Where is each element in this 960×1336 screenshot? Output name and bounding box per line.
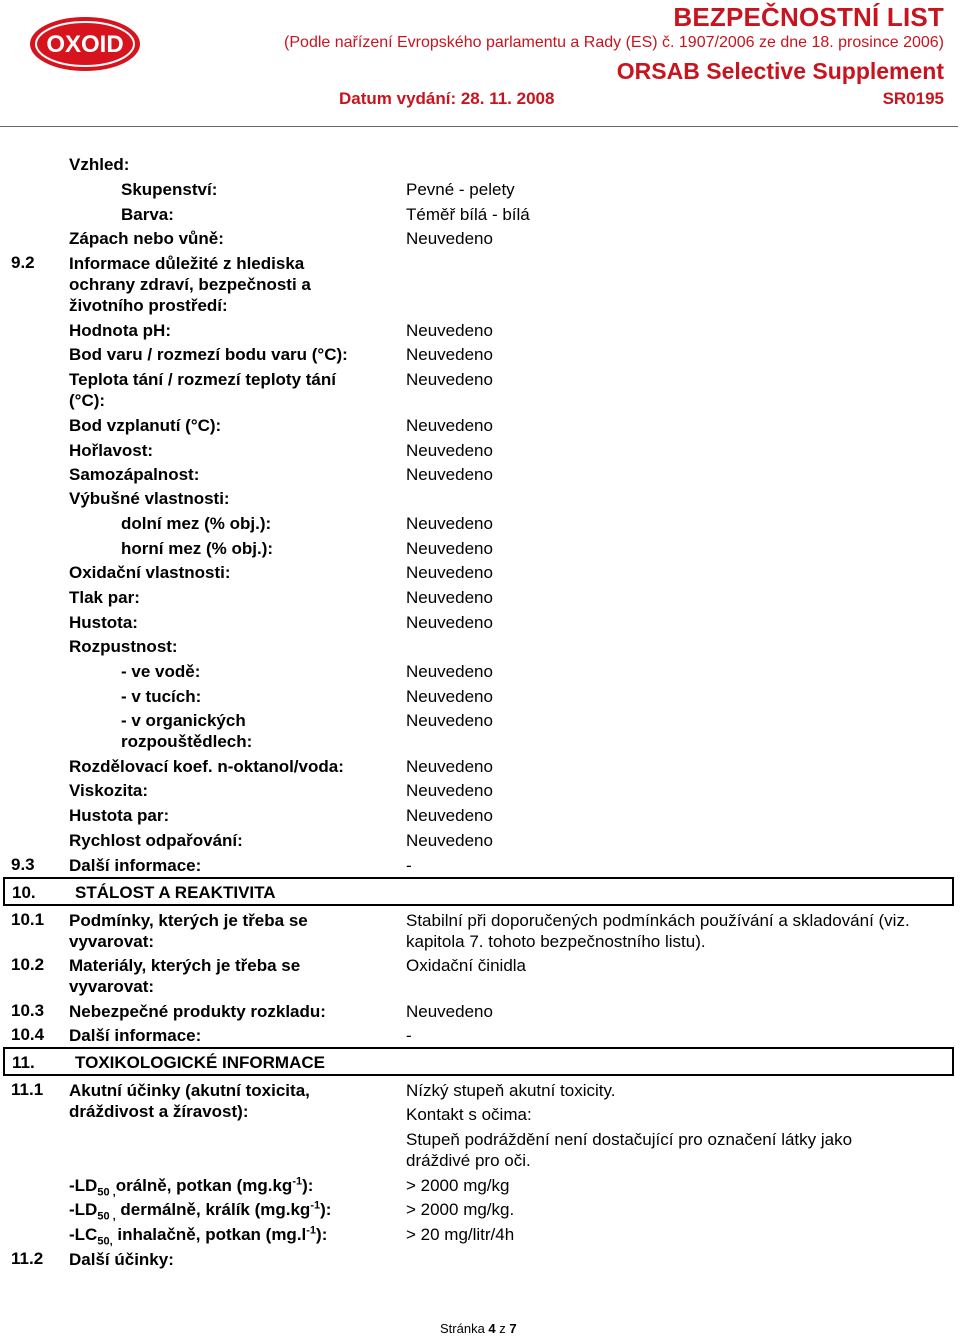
upper-limit-label: horní mez (% obj.): — [121, 539, 274, 558]
ld50-oral-label: $-LD_{50 ,}orá\ln ě$, potkan $(mg.kg^{-1})$: — [69, 1175, 314, 1199]
organic-solubility-label: - v organických rozpouštědlech: — [121, 711, 253, 751]
oxidizing-value: Neuvedeno — [406, 563, 493, 582]
density-label: Hustota: — [69, 613, 138, 632]
explosive-label: Výbušné vlastnosti: — [69, 489, 230, 508]
logo-text: OXOID — [46, 31, 124, 58]
water-solubility-label: - ve vodě: — [121, 662, 201, 681]
lc50-inhalation-label: $-LC_{50,}$ inhalačně, potkan $(mg.l^{-1})$: — [69, 1224, 328, 1248]
section-10-header — [3, 877, 954, 906]
header-divider — [0, 126, 958, 127]
conditions-avoid-value: Stabilní při doporučených podmínkách používání a skladování (viz. kapitola 7. tohoto bezpečnostního listu). — [406, 911, 910, 951]
other-info-label: Další informace: — [69, 856, 202, 875]
upper-limit-value: Neuvedeno — [406, 539, 493, 558]
autoignition-label: Samozápalnost: — [69, 465, 200, 484]
other-effects-label: Další účinky: — [69, 1250, 174, 1269]
section-number: 10.2 — [11, 955, 45, 974]
flash-point-label: Bod vzplanutí (°C): — [69, 416, 222, 435]
fat-solubility-label: - v tucích: — [121, 687, 202, 706]
other-info-value: - — [406, 856, 412, 875]
section-number: 9.2 — [11, 253, 35, 272]
eye-contact-value: Stupeň podráždění není dostačující pro označení látky jako dráždivé pro oči. — [406, 1130, 853, 1170]
melting-value: Neuvedeno — [406, 370, 493, 389]
state-label: Skupenství: — [121, 180, 218, 199]
other-info-value: - — [406, 1026, 412, 1045]
viscosity-label: Viskozita: — [69, 781, 149, 800]
organic-solubility-value: Neuvedeno — [406, 711, 493, 730]
section-number: 10.1 — [11, 910, 45, 929]
lower-limit-label: dolní mez (% obj.): — [121, 514, 272, 533]
vapor-density-label: Hustota par: — [69, 806, 170, 825]
acute-effects-label: Akutní účinky (akutní toxicita, dráždivost a žíravost): — [69, 1081, 310, 1121]
issue-date: Datum vydání: 28. 11. 2008 — [339, 89, 555, 108]
page-number: Stránka 4 z 7 — [440, 1321, 517, 1336]
section-number: 10.4 — [11, 1025, 45, 1044]
section-title: STÁLOST A REAKTIVITA — [75, 883, 276, 902]
materials-avoid-label: Materiály, kterých je třeba se vyvarovat: — [69, 956, 301, 996]
flash-point-value: Neuvedeno — [406, 416, 493, 435]
section-number: 10. — [12, 883, 36, 902]
water-solubility-value: Neuvedeno — [406, 662, 493, 681]
section-number: 9.3 — [11, 855, 35, 874]
subsection-heading: Informace důležité z hlediska ochrany zdraví, bezpečnosti a životního prostředí: — [69, 254, 311, 315]
oxidizing-label: Oxidační vlastnosti: — [69, 563, 231, 582]
viscosity-value: Neuvedeno — [406, 781, 493, 800]
section-number: 11.1 — [11, 1080, 44, 1099]
product-code: SR0195 — [882, 89, 944, 108]
document-title: BEZPEČNOSTNÍ LIST — [673, 2, 944, 32]
flammability-value: Neuvedeno — [406, 441, 493, 460]
materials-avoid-value: Oxidační činidla — [406, 956, 527, 975]
ld50-oral-value: > 2000 mg/kg — [406, 1176, 510, 1195]
autoignition-value: Neuvedeno — [406, 465, 493, 484]
vapor-pressure-label: Tlak par: — [69, 588, 140, 607]
boiling-value: Neuvedeno — [406, 345, 493, 364]
state-value: Pevné - pelety — [406, 180, 515, 199]
flammability-label: Hořlavost: — [69, 441, 154, 460]
fat-solubility-value: Neuvedeno — [406, 687, 493, 706]
other-info-label: Další informace: — [69, 1026, 202, 1045]
odor-label: Zápach nebo vůně: — [69, 229, 224, 248]
odor-value: Neuvedeno — [406, 229, 493, 248]
oxoid-logo — [29, 16, 141, 72]
partition-value: Neuvedeno — [406, 757, 493, 776]
section-title: TOXIKOLOGICKÉ INFORMACE — [75, 1053, 325, 1072]
evaporation-label: Rychlost odpařování: — [69, 831, 243, 850]
evaporation-value: Neuvedeno — [406, 831, 493, 850]
solubility-label: Rozpustnost: — [69, 637, 178, 656]
boiling-label: Bod varu / rozmezí bodu varu (°C): — [69, 345, 348, 364]
section-11-header — [3, 1047, 954, 1076]
lower-limit-value: Neuvedeno — [406, 514, 493, 533]
acute-effects-value: Nízký stupeň akutní toxicity. — [406, 1081, 616, 1100]
section-number: 10.3 — [11, 1001, 45, 1020]
density-value: Neuvedeno — [406, 613, 493, 632]
ph-value: Neuvedeno — [406, 321, 493, 340]
color-value: Téměř bílá - bílá — [406, 205, 530, 224]
decomposition-value: Neuvedeno — [406, 1002, 493, 1021]
decomposition-label: Nebezpečné produkty rozkladu: — [69, 1002, 326, 1021]
appearance-heading: Vzhled: — [69, 155, 130, 174]
ld50-dermal-label: $-LD_{50 ,}$ dermálně, králík $(mg.kg^{-1})$: — [69, 1199, 332, 1223]
ld50-dermal-value: > 2000 mg/kg. — [406, 1200, 515, 1219]
eye-contact-label: Kontakt s očima: — [406, 1105, 532, 1124]
product-name: ORSAB Selective Supplement — [616, 58, 944, 84]
regulation-note: (Podle nařízení Evropského parlamentu a Rady (ES) č. 1907/2006 ze dne 18. prosince 2006) — [284, 34, 944, 51]
vapor-pressure-value: Neuvedeno — [406, 588, 493, 607]
lc50-inhalation-value: > 20 mg/litr/4h — [406, 1225, 515, 1244]
color-label: Barva: — [121, 205, 174, 224]
partition-label: Rozdělovací koef. n-oktanol/voda: — [69, 757, 344, 776]
conditions-avoid-label: Podmínky, kterých je třeba se vyvarovat: — [69, 911, 308, 951]
ph-label: Hodnota pH: — [69, 321, 171, 340]
vapor-density-value: Neuvedeno — [406, 806, 493, 825]
section-number: 11. — [12, 1053, 35, 1072]
section-number: 11.2 — [11, 1249, 44, 1268]
melting-label: Teplota tání / rozmezí teploty tání (°C): — [69, 370, 336, 410]
